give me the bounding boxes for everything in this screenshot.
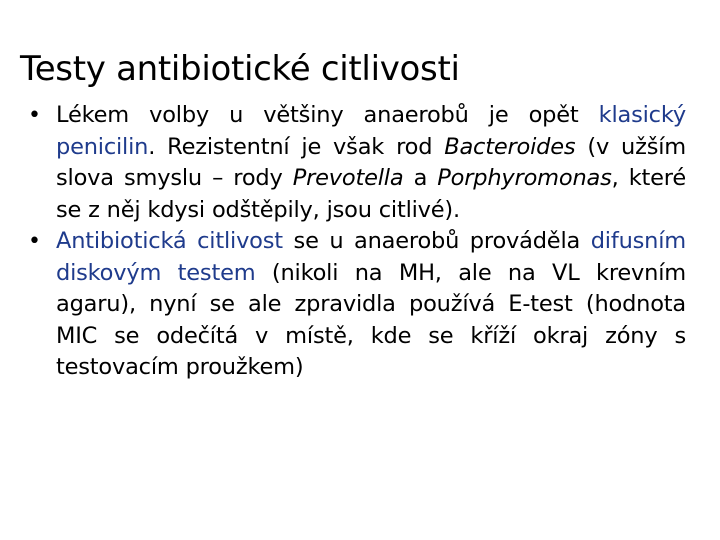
genus-name: Porphyromonas: [437, 165, 612, 191]
highlighted-term: Antibiotická citlivost: [56, 228, 283, 254]
highlighted-term: difusním diskovým testem: [56, 228, 686, 286]
bullet-item-penicillin: [22, 100, 686, 226]
text-segment: a: [403, 165, 438, 191]
slide-title: Testy antibiotické citlivosti: [20, 48, 460, 89]
genus-name: Bacteroides: [444, 133, 576, 160]
bullet-list: [22, 100, 686, 384]
bullet-item-susceptibility: [22, 226, 686, 384]
text-segment: (v užším slova smyslu – rody: [56, 133, 686, 191]
text-segment: . Rezistentní je však rod: [148, 133, 445, 160]
text-segment: Lékem volby u většiny anaerobů je opět: [56, 102, 599, 128]
text-segment: (nikoli na MH, ale na VL krevním agaru), nyní se ale zpravidla používá E-test (hodnota MIC se odečítá v místě, kde se kříží okraj zóny s testovacím proužkem): [56, 259, 687, 380]
text-segment: , které se z něj kdysi odštěpily, jsou citlivé).: [56, 165, 687, 223]
genus-name: Prevotella: [292, 165, 404, 191]
text-segment: se u anaerobů prováděla: [282, 228, 591, 254]
highlighted-term: klasický penicilin: [56, 102, 686, 160]
bullet-dot-icon: •: [28, 103, 41, 128]
bullet-dot-icon: •: [28, 229, 41, 254]
